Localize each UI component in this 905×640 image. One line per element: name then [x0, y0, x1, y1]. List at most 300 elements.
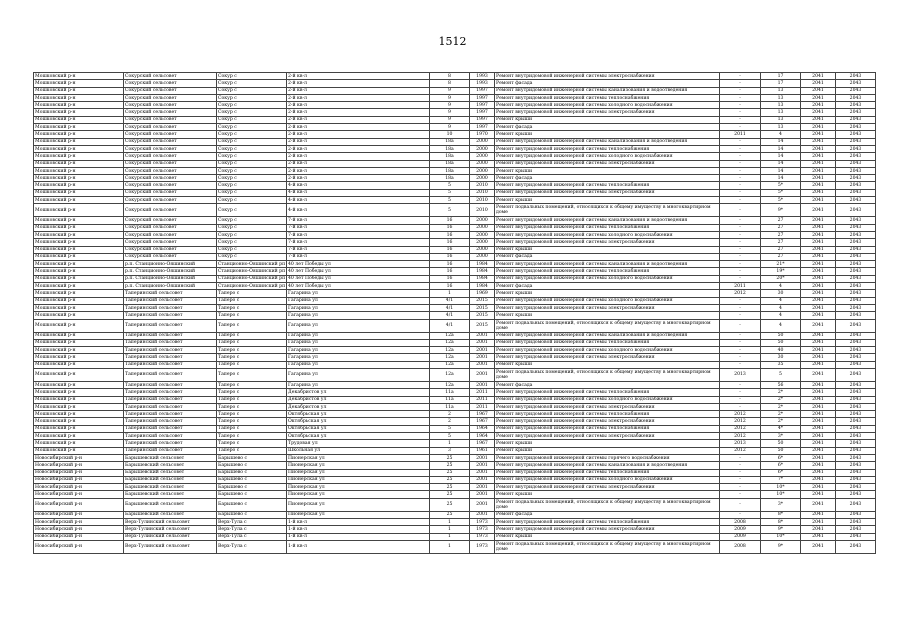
cell-work-type: Ремонт крыши	[495, 167, 720, 174]
cell-wear-percent: 9*	[761, 526, 801, 533]
cell-plan-end: 2043	[836, 224, 876, 231]
cell-work-type: Ремонт внутридомовой инженерной системы теплоснабжения	[495, 411, 720, 418]
cell-last-repair-year: 2008	[720, 519, 761, 526]
cell-year: 2000	[470, 253, 495, 260]
cell-wear-percent: 13	[761, 116, 801, 123]
cell-municipality: Сокурский сельсовет	[124, 80, 217, 87]
cell-year: 2010	[470, 189, 495, 196]
cell-plan-end: 2043	[836, 73, 876, 80]
cell-district: Новосибирский р-н	[34, 462, 124, 469]
cell-settlement: Таперо с	[217, 368, 287, 381]
cell-work-type: Ремонт внутридомовой инженерной системы электроснабжения	[495, 189, 720, 196]
cell-plan-end: 2043	[836, 239, 876, 246]
table-row	[34, 519, 876, 526]
cell-work-type: Ремонт внутридомовой инженерной системы холодного водоснабжения	[495, 153, 720, 160]
cell-street: Октябрьская ул	[287, 425, 430, 432]
cell-year: 1997	[470, 109, 495, 116]
cell-street: 40 лет Победы ул	[287, 283, 430, 290]
cell-house: 3	[430, 447, 470, 454]
cell-municipality: Барышевский сельсовет	[124, 476, 217, 483]
cell-district: Мошковский р-н	[34, 354, 124, 361]
cell-district: Мошковский р-н	[34, 80, 124, 87]
cell-settlement: Таперо с	[217, 354, 287, 361]
cell-street: 2-й кв-л	[287, 167, 430, 174]
cell-district: Мошковский р-н	[34, 102, 124, 109]
cell-settlement: Таперо с	[217, 418, 287, 425]
cell-work-type: Ремонт внутридомовой инженерной системы электроснабжения	[495, 433, 720, 440]
cell-plan-start: 2041	[801, 239, 836, 246]
cell-year: 1993	[470, 80, 495, 87]
cell-work-type: Ремонт внутридомовой инженерной системы холодного водоснабжения	[495, 297, 720, 304]
cell-plan-start: 2041	[801, 290, 836, 297]
cell-work-type: Ремонт внутридомовой инженерной системы канализования и водоотведения	[495, 462, 720, 469]
cell-plan-end: 2043	[836, 102, 876, 109]
cell-work-type: Ремонт фасада	[495, 124, 720, 131]
cell-municipality: Сокурский сельсовет	[124, 94, 217, 101]
page-number: 1512	[438, 35, 467, 48]
cell-municipality: Таперинский сельсовет	[124, 297, 217, 304]
cell-municipality: Барышевский сельсовет	[124, 511, 217, 518]
cell-work-type: Ремонт крыши	[495, 290, 720, 297]
cell-year: 2001	[470, 484, 495, 491]
cell-plan-start: 2041	[801, 261, 836, 268]
table-row	[34, 87, 876, 94]
cell-plan-start: 2041	[801, 540, 836, 553]
cell-year: 1973	[470, 540, 495, 553]
cell-plan-end: 2043	[836, 540, 876, 553]
cell-plan-end: 2043	[836, 368, 876, 381]
cell-settlement: Таперо с	[217, 389, 287, 396]
cell-municipality: Сокурский сельсовет	[124, 124, 217, 131]
cell-year: 1964	[470, 433, 495, 440]
cell-house: 25	[430, 469, 470, 476]
cell-year: 1967	[470, 411, 495, 418]
cell-plan-start: 2041	[801, 189, 836, 196]
cell-plan-start: 2041	[801, 109, 836, 116]
cell-house: 1	[430, 290, 470, 297]
cell-plan-end: 2043	[836, 403, 876, 410]
table-row	[34, 290, 876, 297]
cell-year: 2001	[470, 361, 495, 368]
cell-municipality: Таперинский сельсовет	[124, 381, 217, 388]
cell-municipality: Таперинский сельсовет	[124, 354, 217, 361]
cell-last-repair-year: -	[720, 319, 761, 332]
cell-last-repair-year: -	[720, 73, 761, 80]
cell-municipality: Сокурский сельсовет	[124, 116, 217, 123]
cell-plan-end: 2043	[836, 433, 876, 440]
cell-plan-end: 2043	[836, 94, 876, 101]
cell-district: Мошковский р-н	[34, 231, 124, 238]
cell-year: 1973	[470, 533, 495, 540]
cell-last-repair-year: -	[720, 261, 761, 268]
cell-wear-percent: 13	[761, 87, 801, 94]
cell-last-repair-year: -	[720, 484, 761, 491]
cell-house: 2	[430, 411, 470, 418]
cell-last-repair-year: -	[720, 167, 761, 174]
cell-year: 2000	[470, 231, 495, 238]
cell-wear-percent: 2*	[761, 418, 801, 425]
cell-plan-start: 2041	[801, 368, 836, 381]
cell-plan-start: 2041	[801, 476, 836, 483]
cell-settlement: Сокур с	[217, 182, 287, 189]
cell-municipality: Сокурский сельсовет	[124, 239, 217, 246]
cell-municipality: Сокурский сельсовет	[124, 87, 217, 94]
cell-street: 40 лет Победы ул	[287, 275, 430, 282]
cell-year: 2015	[470, 304, 495, 311]
cell-district: Мошковский р-н	[34, 109, 124, 116]
cell-year: 1970	[470, 131, 495, 138]
cell-settlement: Таперо с	[217, 433, 287, 440]
cell-settlement: Сокур с	[217, 124, 287, 131]
cell-last-repair-year: -	[720, 246, 761, 253]
cell-municipality: Сокурский сельсовет	[124, 253, 217, 260]
cell-work-type: Ремонт внутридомовой инженерной системы электроснабжения	[495, 160, 720, 167]
cell-house: 25	[430, 511, 470, 518]
cell-house: 11а	[430, 389, 470, 396]
cell-work-type: Ремонт крыши	[495, 131, 720, 138]
table-row	[34, 403, 876, 410]
cell-district: Мошковский р-н	[34, 217, 124, 224]
cell-municipality: Таперинский сельсовет	[124, 347, 217, 354]
cell-plan-start: 2041	[801, 411, 836, 418]
cell-wear-percent: 14	[761, 175, 801, 182]
table-row	[34, 540, 876, 553]
cell-year: 1964	[470, 425, 495, 432]
cell-house: 25	[430, 454, 470, 461]
cell-plan-start: 2041	[801, 447, 836, 454]
cell-district: Мошковский р-н	[34, 403, 124, 410]
cell-last-repair-year: -	[720, 116, 761, 123]
cell-municipality: Верх-Тулинский сельсовет	[124, 540, 217, 553]
cell-plan-start: 2041	[801, 526, 836, 533]
cell-plan-end: 2043	[836, 411, 876, 418]
cell-work-type: Ремонт внутридомовой инженерной системы канализования и водоотведения	[495, 217, 720, 224]
cell-settlement: Барышево с	[217, 462, 287, 469]
cell-work-type: Ремонт внутридомовой инженерной системы теплоснабжения	[495, 268, 720, 275]
cell-work-type: Ремонт фасада	[495, 511, 720, 518]
cell-plan-start: 2041	[801, 519, 836, 526]
cell-wear-percent: 50	[761, 440, 801, 447]
cell-work-type: Ремонт подвальных помещений, относящихся к общему имуществу в многоквартирном доме	[495, 368, 720, 381]
cell-street: Октябрьская ул	[287, 411, 430, 418]
cell-street: Пионерская ул	[287, 462, 430, 469]
cell-wear-percent: 10*	[761, 484, 801, 491]
cell-street: Декабристов ул	[287, 396, 430, 403]
cell-wear-percent: 35	[761, 361, 801, 368]
cell-wear-percent: 5*	[761, 197, 801, 204]
table-row	[34, 275, 876, 282]
cell-wear-percent: 27	[761, 253, 801, 260]
cell-district: Мошковский р-н	[34, 361, 124, 368]
cell-plan-end: 2043	[836, 491, 876, 498]
cell-last-repair-year: -	[720, 361, 761, 368]
cell-work-type: Ремонт внутридомовой инженерной системы теплоснабжения	[495, 389, 720, 396]
cell-district: Новосибирский р-н	[34, 526, 124, 533]
cell-last-repair-year: -	[720, 182, 761, 189]
cell-year: 2000	[470, 246, 495, 253]
cell-street: 4-й кв-л	[287, 197, 430, 204]
cell-district: Новосибирский р-н	[34, 540, 124, 553]
table-row	[34, 425, 876, 432]
cell-last-repair-year: -	[720, 189, 761, 196]
cell-district: Мошковский р-н	[34, 389, 124, 396]
capital-repair-table	[33, 72, 876, 554]
cell-work-type: Ремонт внутридомовой инженерной системы электроснабжения	[495, 403, 720, 410]
cell-street: 7-й кв-л	[287, 224, 430, 231]
cell-year: 2001	[470, 491, 495, 498]
cell-house: 2	[430, 418, 470, 425]
cell-municipality: Сокурский сельсовет	[124, 182, 217, 189]
cell-plan-start: 2041	[801, 462, 836, 469]
cell-plan-start: 2041	[801, 354, 836, 361]
cell-house: 5	[430, 197, 470, 204]
cell-settlement: Сокур с	[217, 102, 287, 109]
cell-municipality: Сокурский сельсовет	[124, 231, 217, 238]
cell-plan-end: 2043	[836, 283, 876, 290]
cell-plan-end: 2043	[836, 484, 876, 491]
cell-settlement: Таперо с	[217, 440, 287, 447]
cell-house: 25	[430, 498, 470, 511]
table-row	[34, 231, 876, 238]
cell-wear-percent: 9*	[761, 540, 801, 553]
cell-house: 1	[430, 540, 470, 553]
cell-work-type: Ремонт фасада	[495, 381, 720, 388]
cell-plan-start: 2041	[801, 403, 836, 410]
cell-house: 5	[430, 433, 470, 440]
cell-house: 18а	[430, 145, 470, 152]
cell-house: 12а	[430, 347, 470, 354]
cell-wear-percent: 7*	[761, 476, 801, 483]
cell-district: Мошковский р-н	[34, 347, 124, 354]
cell-wear-percent: 50	[761, 447, 801, 454]
table-row	[34, 94, 876, 101]
cell-district: Мошковский р-н	[34, 319, 124, 332]
cell-plan-end: 2043	[836, 498, 876, 511]
cell-house: 16	[430, 268, 470, 275]
cell-plan-start: 2041	[801, 160, 836, 167]
cell-plan-start: 2041	[801, 145, 836, 152]
cell-municipality: Сокурский сельсовет	[124, 160, 217, 167]
table-row	[34, 411, 876, 418]
cell-last-repair-year: 2011	[720, 283, 761, 290]
cell-last-repair-year: -	[720, 275, 761, 282]
cell-district: Новосибирский р-н	[34, 511, 124, 518]
cell-year: 2015	[470, 297, 495, 304]
cell-municipality: Сокурский сельсовет	[124, 246, 217, 253]
table-row	[34, 246, 876, 253]
cell-street: Пионерская ул	[287, 491, 430, 498]
cell-work-type: Ремонт внутридомовой инженерной системы электроснабжения	[495, 526, 720, 533]
cell-last-repair-year: -	[720, 511, 761, 518]
cell-last-repair-year: -	[720, 87, 761, 94]
cell-last-repair-year: -	[720, 476, 761, 483]
cell-house: 18а	[430, 153, 470, 160]
cell-plan-end: 2043	[836, 275, 876, 282]
cell-wear-percent: 2*	[761, 389, 801, 396]
cell-wear-percent: 8*	[761, 519, 801, 526]
cell-wear-percent: 3*	[761, 498, 801, 511]
cell-district: Мошковский р-н	[34, 153, 124, 160]
cell-municipality: Таперинский сельсовет	[124, 304, 217, 311]
cell-plan-start: 2041	[801, 425, 836, 432]
cell-house: 16	[430, 239, 470, 246]
cell-plan-start: 2041	[801, 498, 836, 511]
cell-settlement: Таперо с	[217, 304, 287, 311]
cell-street: Пионерская ул	[287, 484, 430, 491]
cell-last-repair-year: -	[720, 354, 761, 361]
cell-plan-start: 2041	[801, 339, 836, 346]
cell-year: 2000	[470, 224, 495, 231]
cell-work-type: Ремонт крыши	[495, 312, 720, 319]
table-row	[34, 182, 876, 189]
cell-last-repair-year: -	[720, 268, 761, 275]
cell-plan-start: 2041	[801, 124, 836, 131]
cell-plan-end: 2043	[836, 396, 876, 403]
cell-year: 2001	[470, 454, 495, 461]
cell-year: 2000	[470, 239, 495, 246]
cell-street: 4-й кв-л	[287, 189, 430, 196]
cell-work-type: Ремонт крыши	[495, 440, 720, 447]
cell-wear-percent: 14	[761, 138, 801, 145]
cell-last-repair-year: -	[720, 454, 761, 461]
cell-plan-end: 2043	[836, 116, 876, 123]
cell-wear-percent: 4	[761, 297, 801, 304]
cell-municipality: р.п. Станционно-Ояшинский	[124, 268, 217, 275]
cell-wear-percent: 50	[761, 339, 801, 346]
cell-house: 9	[430, 94, 470, 101]
cell-work-type: Ремонт внутридомовой инженерной системы электроснабжения	[495, 354, 720, 361]
cell-plan-start: 2041	[801, 204, 836, 217]
cell-wear-percent: 4	[761, 312, 801, 319]
cell-house: 12а	[430, 339, 470, 346]
cell-settlement: Сокур с	[217, 73, 287, 80]
table-row	[34, 381, 876, 388]
cell-wear-percent: 17	[761, 73, 801, 80]
cell-street: 1-й кв-л	[287, 519, 430, 526]
cell-house: 9	[430, 87, 470, 94]
cell-district: Мошковский р-н	[34, 283, 124, 290]
table-row	[34, 224, 876, 231]
cell-last-repair-year: -	[720, 462, 761, 469]
cell-settlement: Таперо с	[217, 319, 287, 332]
cell-street: Декабристов ул	[287, 403, 430, 410]
cell-last-repair-year: 2012	[720, 418, 761, 425]
cell-wear-percent: 5	[761, 368, 801, 381]
cell-last-repair-year: -	[720, 138, 761, 145]
cell-plan-start: 2041	[801, 381, 836, 388]
cell-wear-percent: 50	[761, 332, 801, 339]
cell-house: 5	[430, 182, 470, 189]
table-row	[34, 153, 876, 160]
cell-plan-end: 2043	[836, 304, 876, 311]
cell-municipality: Сокурский сельсовет	[124, 224, 217, 231]
cell-district: Мошковский р-н	[34, 145, 124, 152]
cell-plan-end: 2043	[836, 124, 876, 131]
cell-street: 1-й кв-л	[287, 540, 430, 553]
cell-settlement: Таперо с	[217, 425, 287, 432]
cell-year: 1997	[470, 87, 495, 94]
cell-municipality: Верх-Тулинский сельсовет	[124, 533, 217, 540]
cell-last-repair-year: -	[720, 304, 761, 311]
cell-plan-end: 2043	[836, 268, 876, 275]
cell-municipality: Сокурский сельсовет	[124, 109, 217, 116]
cell-plan-start: 2041	[801, 246, 836, 253]
cell-year: 2000	[470, 167, 495, 174]
cell-plan-end: 2043	[836, 204, 876, 217]
cell-last-repair-year: -	[720, 175, 761, 182]
cell-district: Новосибирский р-н	[34, 533, 124, 540]
cell-last-repair-year: -	[720, 347, 761, 354]
cell-plan-start: 2041	[801, 283, 836, 290]
cell-settlement: Таперо с	[217, 339, 287, 346]
cell-last-repair-year: -	[720, 94, 761, 101]
table-row	[34, 124, 876, 131]
cell-house: 25	[430, 484, 470, 491]
cell-year: 1984	[470, 268, 495, 275]
cell-settlement: Барышево с	[217, 498, 287, 511]
cell-last-repair-year: -	[720, 403, 761, 410]
cell-street: 4-й кв-л	[287, 182, 430, 189]
table-row	[34, 511, 876, 518]
cell-work-type: Ремонт крыши	[495, 491, 720, 498]
cell-last-repair-year: 2008	[720, 540, 761, 553]
cell-district: Мошковский р-н	[34, 224, 124, 231]
cell-municipality: Таперинский сельсовет	[124, 440, 217, 447]
cell-plan-end: 2043	[836, 425, 876, 432]
cell-wear-percent: 6*	[761, 469, 801, 476]
cell-street: 2-й кв-л	[287, 124, 430, 131]
cell-year: 1997	[470, 124, 495, 131]
cell-street: 40 лет Победы ул	[287, 268, 430, 275]
cell-wear-percent: 56	[761, 381, 801, 388]
cell-municipality: Сокурский сельсовет	[124, 153, 217, 160]
cell-street: Гагарина ул	[287, 332, 430, 339]
cell-municipality: Таперинский сельсовет	[124, 290, 217, 297]
cell-settlement: Таперо с	[217, 332, 287, 339]
cell-street: 2-й кв-л	[287, 160, 430, 167]
cell-settlement: Сокур с	[217, 153, 287, 160]
table-row	[34, 268, 876, 275]
cell-last-repair-year: -	[720, 297, 761, 304]
table-row	[34, 304, 876, 311]
cell-last-repair-year: 2009	[720, 533, 761, 540]
cell-municipality: Сокурский сельсовет	[124, 204, 217, 217]
cell-plan-end: 2043	[836, 145, 876, 152]
table-row	[34, 197, 876, 204]
cell-last-repair-year: 2012	[720, 411, 761, 418]
cell-last-repair-year: 2012	[720, 433, 761, 440]
cell-settlement: Барышево с	[217, 491, 287, 498]
cell-last-repair-year: -	[720, 160, 761, 167]
table-row	[34, 361, 876, 368]
cell-street: Пионерская ул	[287, 476, 430, 483]
cell-year: 1997	[470, 102, 495, 109]
cell-work-type: Ремонт внутридомовой инженерной системы электроснабжения	[495, 484, 720, 491]
cell-plan-start: 2041	[801, 116, 836, 123]
cell-district: Мошковский р-н	[34, 304, 124, 311]
cell-wear-percent: 2*	[761, 396, 801, 403]
cell-municipality: Сокурский сельсовет	[124, 167, 217, 174]
cell-last-repair-year: -	[720, 396, 761, 403]
cell-wear-percent: 4	[761, 304, 801, 311]
table-row	[34, 239, 876, 246]
cell-district: Новосибирский р-н	[34, 519, 124, 526]
cell-street: 2-й кв-л	[287, 116, 430, 123]
cell-year: 1967	[470, 418, 495, 425]
cell-street: 1-й кв-л	[287, 533, 430, 540]
cell-plan-start: 2041	[801, 418, 836, 425]
cell-settlement: Верх-Тула с	[217, 519, 287, 526]
